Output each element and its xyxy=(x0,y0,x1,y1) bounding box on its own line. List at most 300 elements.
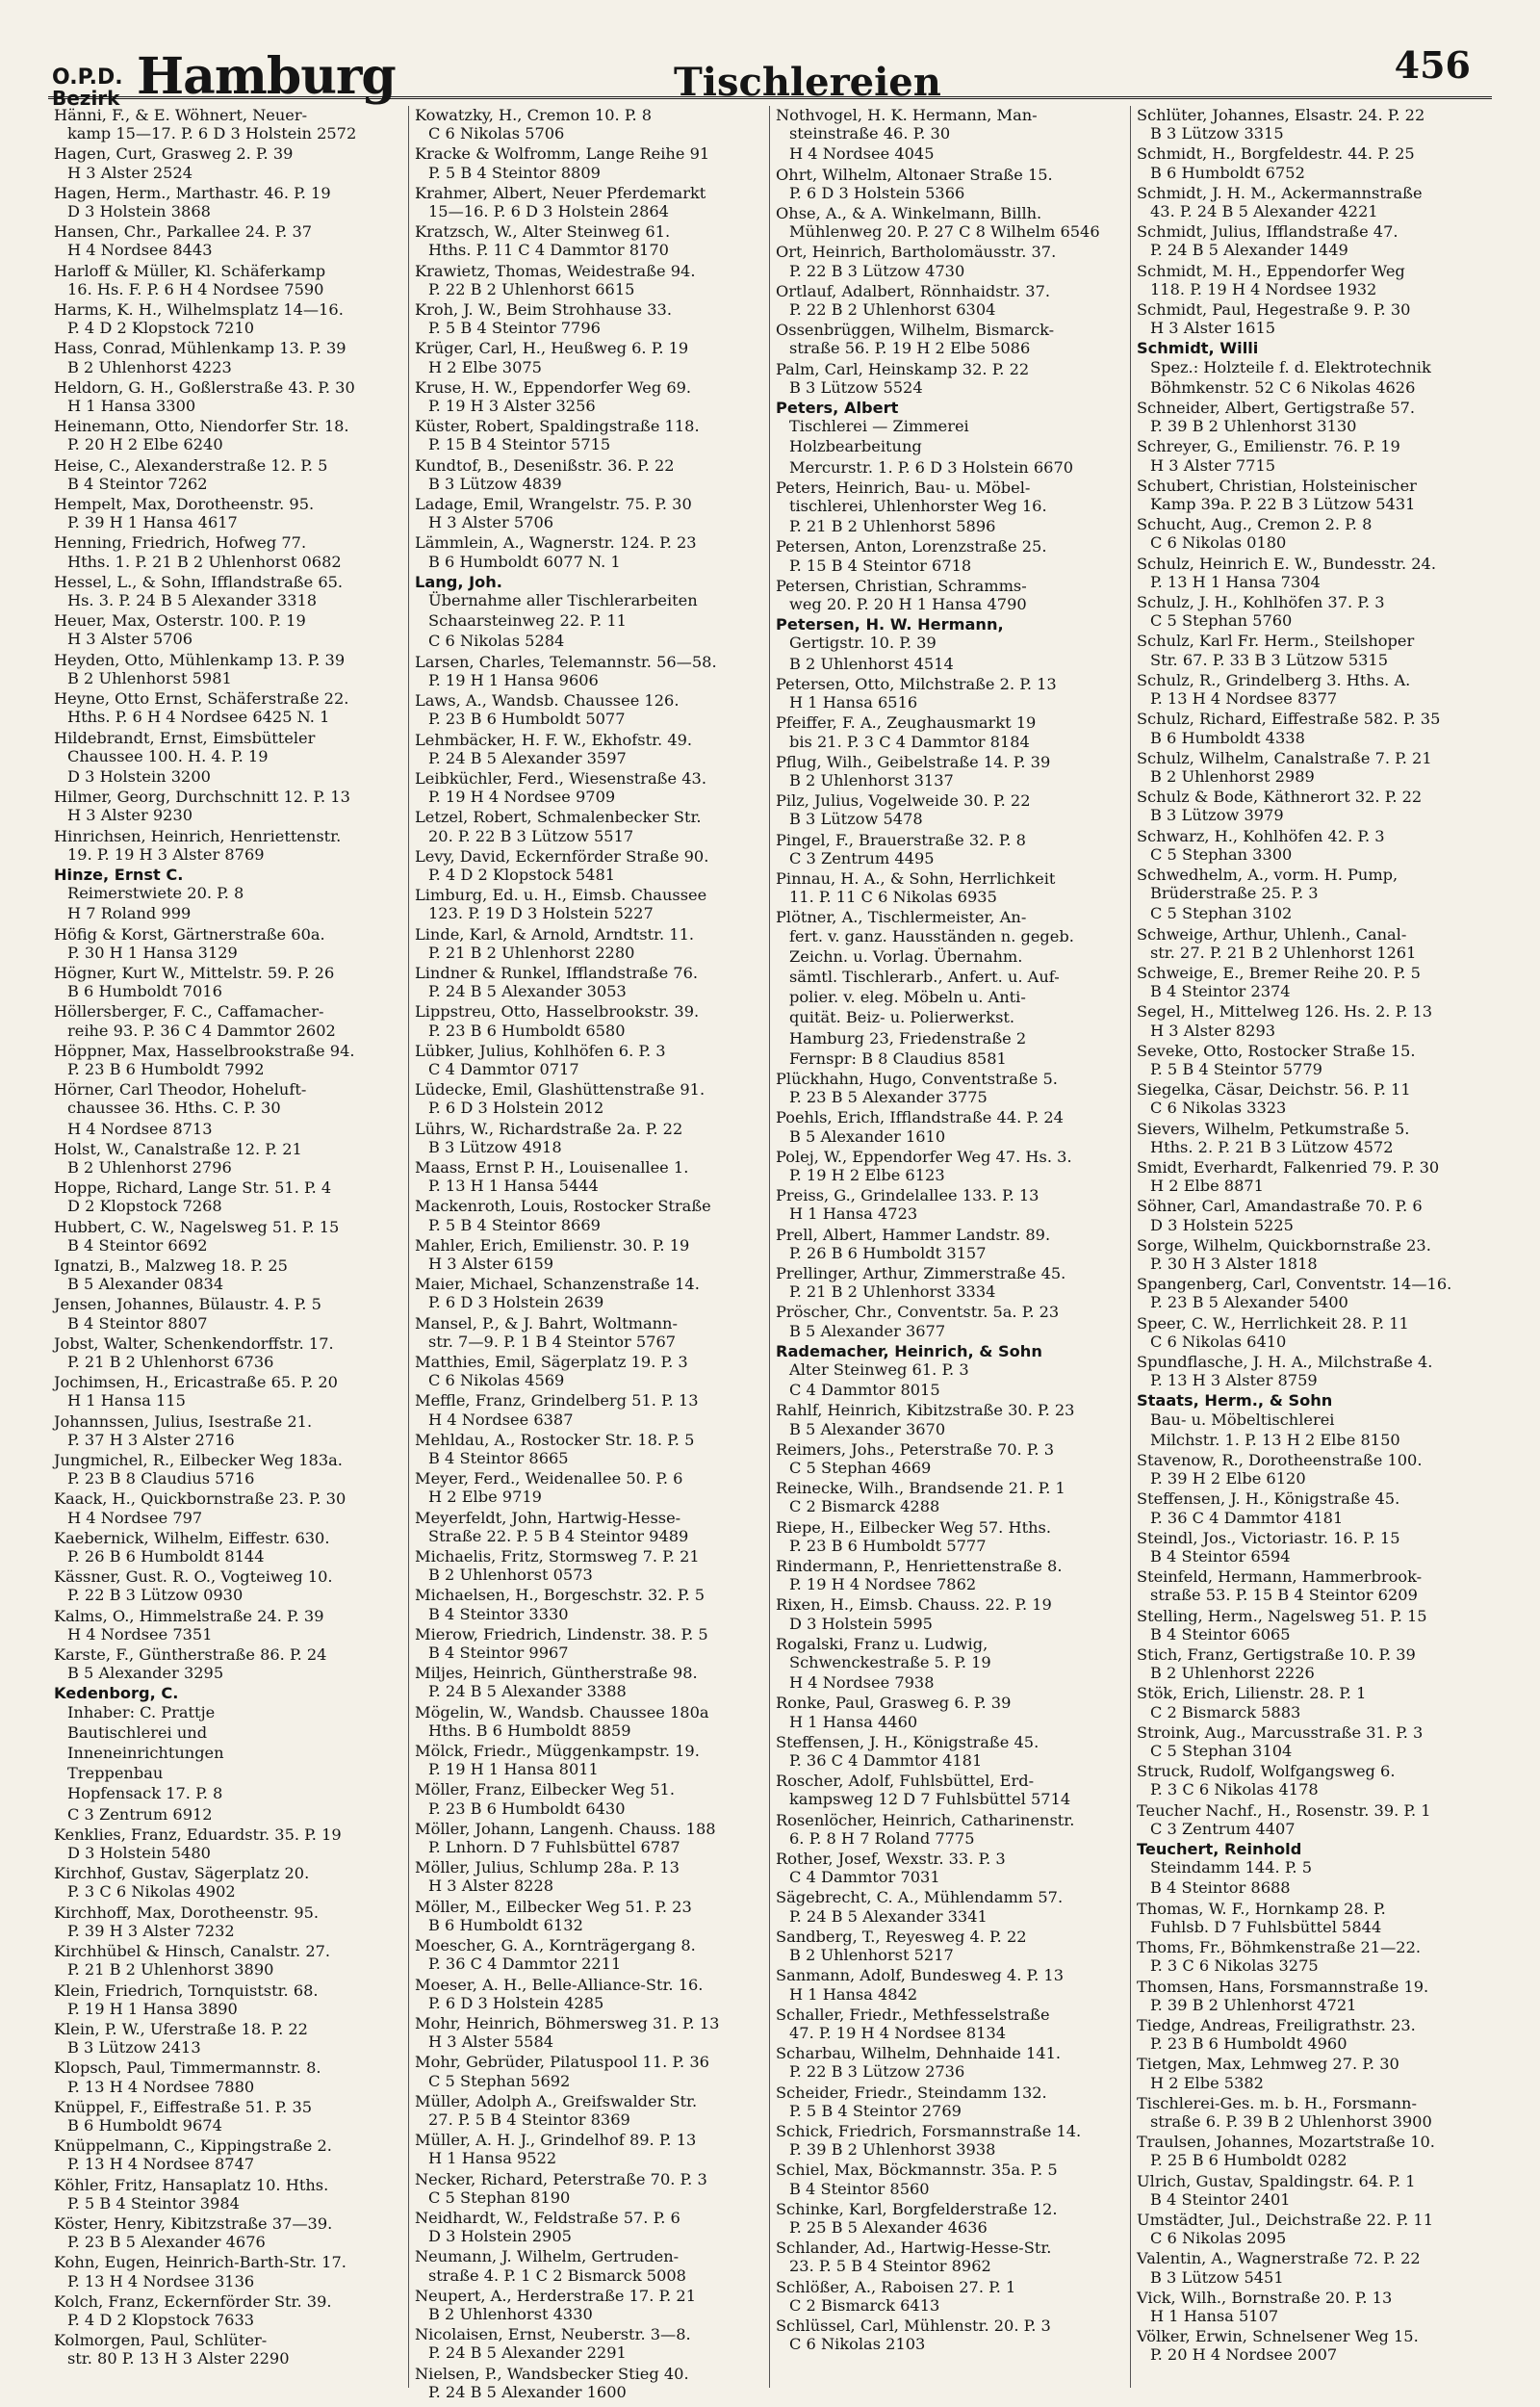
directory-entry xyxy=(54,339,402,375)
entry-name: Kroh, J. W., Beim Strohhause 33. xyxy=(415,300,672,320)
directory-entry xyxy=(415,886,763,922)
directory-entry xyxy=(415,2014,763,2051)
entry-address: Chaussee 100. H. 4. P. 19 xyxy=(67,746,269,765)
directory-entry xyxy=(54,2331,402,2368)
entry-address: Hamburg 23, Friedenstraße 2 xyxy=(789,1028,1027,1048)
entry-address: P. 26 B 6 Humboldt 8144 xyxy=(67,1547,265,1566)
entry-address: C 6 Nikolas 3323 xyxy=(1150,1099,1287,1118)
directory-entry xyxy=(54,1981,402,2018)
entry-name: Hessel, L., & Sohn, Ifflandstraße 65. xyxy=(54,572,344,591)
entry-address: P. 23 B 8 Claudius 5716 xyxy=(67,1469,255,1488)
entry-address: Hths. P. 11 C 4 Dammtor 8170 xyxy=(428,241,669,260)
entry-name: Scheider, Friedr., Steindamm 132. xyxy=(776,2083,1047,2102)
entry-address: P. 19 H 2 Elbe 6123 xyxy=(789,1165,945,1184)
entry-address: H 4 Nordsee 8713 xyxy=(67,1119,213,1138)
entry-address: B 3 Lützow 3315 xyxy=(1150,124,1284,143)
directory-entry xyxy=(776,2006,1124,2042)
entry-address: H 4 Nordsee 8443 xyxy=(67,241,213,260)
entry-name: Höllersberger, F. C., Caffamacher- xyxy=(54,1002,324,1022)
entry-name: Rother, Josef, Wexstr. 33. P. 3 xyxy=(776,1850,1006,1869)
entry-name: Jochimsen, H., Ericastraße 65. P. 20 xyxy=(54,1373,338,1392)
entry-address: Straße 22. P. 5 B 4 Steintor 9489 xyxy=(428,1526,689,1545)
directory-entry xyxy=(415,1391,763,1428)
directory-entry xyxy=(54,1764,402,1782)
entry-name: Levy, David, Eckernförder Straße 90. xyxy=(415,846,709,866)
entry-address: C 4 Dammtor 0717 xyxy=(428,1059,579,1078)
entry-address: B 5 Alexander 1610 xyxy=(789,1126,946,1146)
entry-address: Mühlenweg 20. P. 27 C 8 Wilhelm 6546 xyxy=(789,222,1100,242)
entry-address: P. 39 H 3 Alster 7232 xyxy=(67,1921,235,1940)
entry-address: H 7 Roland 999 xyxy=(67,904,192,923)
directory-entry xyxy=(1137,184,1486,220)
entry-name: Heyden, Otto, Mühlenkamp 13. P. 39 xyxy=(54,650,346,669)
entry-address: P. Lnhorn. D 7 Fuhlsbüttel 6787 xyxy=(428,1838,680,1857)
entry-address: Inhaber: C. Prattje xyxy=(67,1702,216,1721)
entry-address: P. 36 C 4 Dammtor 4181 xyxy=(1150,1508,1344,1527)
directory-entry xyxy=(776,1733,1124,1770)
entry-name: Michaelis, Fritz, Stormsweg 7. P. 21 xyxy=(415,1547,700,1566)
entry-address: P. 24 B 5 Alexander 3053 xyxy=(428,982,627,1001)
entry-name: Müller, A. H. J., Grindelhof 89. P. 13 xyxy=(415,2131,697,2150)
directory-entry xyxy=(1137,1451,1486,1488)
entry-name: Stich, Franz, Gertigstraße 10. P. 39 xyxy=(1137,1645,1416,1665)
entry-name: Steffensen, J. H., Königstraße 45. xyxy=(776,1732,1040,1751)
entry-address: Hopfensack 17. P. 8 xyxy=(67,1784,223,1803)
entry-address: C 5 Stephan 8190 xyxy=(428,2187,571,2207)
entry-address: 16. Hs. F. P. 6 H 4 Nordsee 7590 xyxy=(67,279,324,298)
directory-entry xyxy=(1137,262,1486,298)
entry-address: B 6 Humboldt 6077 N. 1 xyxy=(428,552,621,571)
directory-entry xyxy=(415,1547,763,1584)
entry-name: Henning, Friedrich, Hofweg 77. xyxy=(54,533,307,553)
entry-address: str. 7—9. P. 1 B 4 Steintor 5767 xyxy=(428,1332,677,1351)
entry-name: Spundflasche, J. H. A., Milchstraße 4. xyxy=(1137,1353,1433,1371)
entry-address: P. 23 B 5 Alexander 4676 xyxy=(67,2233,266,2252)
entry-address: straße 53. P. 15 B 4 Steintor 6209 xyxy=(1150,1586,1418,1605)
entry-name: Ort, Heinrich, Bartholomäusstr. 37. xyxy=(776,243,1057,262)
entry-name: Teucher Nachf., H., Rosenstr. 39. P. 1 xyxy=(1137,1800,1431,1820)
entry-name: Matthies, Emil, Sägerplatz 19. P. 3 xyxy=(415,1353,688,1371)
entry-address: P. 4 D 2 Klopstock 7633 xyxy=(67,2310,255,2329)
entry-name: Möller, Franz, Eilbecker Weg 51. xyxy=(415,1780,675,1799)
entry-name: Struck, Rudolf, Wolfgangsweg 6. xyxy=(1137,1762,1396,1781)
entry-address: B 3 Lützow 4839 xyxy=(428,474,562,493)
entry-name: Stavenow, R., Dorotheenstraße 100. xyxy=(1137,1451,1423,1470)
directory-entry xyxy=(776,479,1124,515)
entry-address: P. 21 B 2 Uhlenhorst 3334 xyxy=(789,1282,996,1302)
directory-entry xyxy=(54,495,402,531)
entry-address: P. 22 B 2 Uhlenhorst 6304 xyxy=(789,300,996,320)
entry-address: P. 23 B 5 Alexander 5400 xyxy=(1150,1293,1348,1312)
directory-entry xyxy=(776,2083,1124,2120)
directory-entry xyxy=(415,2092,763,2129)
entry-name: Lüdecke, Emil, Glashüttenstraße 91. xyxy=(415,1080,706,1100)
entry-name: Ohse, A., & A. Winkelmann, Billh. xyxy=(776,204,1042,223)
entry-name: Lämmlein, A., Wagnerstr. 124. P. 23 xyxy=(415,533,697,553)
entry-name: Traulsen, Johannes, Mozartstraße 10. xyxy=(1137,2133,1435,2152)
directory-entry xyxy=(1137,1158,1486,1195)
entry-name: Kohn, Eugen, Heinrich-Barth-Str. 17. xyxy=(54,2253,346,2272)
directory-entry xyxy=(776,1595,1124,1632)
entry-address: 23. P. 5 B 4 Steintor 8962 xyxy=(789,2257,991,2276)
entry-address: C 6 Nikolas 2095 xyxy=(1150,2229,1287,2248)
entry-address: 20. P. 22 B 3 Lützow 5517 xyxy=(428,826,634,845)
entry-name: Polej, W., Eppendorfer Weg 47. Hs. 3. xyxy=(776,1147,1072,1166)
entry-address: P. 25 B 5 Alexander 4636 xyxy=(789,2217,988,2237)
page-header xyxy=(48,29,1492,110)
directory-entry xyxy=(1137,964,1486,1000)
entry-address: C 5 Stephan 5760 xyxy=(1150,611,1293,631)
entry-address: C 6 Nikolas 2103 xyxy=(789,2335,926,2354)
entry-address: tischlerei, Uhlenhorster Weg 16. xyxy=(789,497,1047,516)
entry-name: Rosenlöcher, Heinrich, Catharinenstr. xyxy=(776,1810,1075,1829)
entry-address: Zeichn. u. Vorlag. Übernahm. xyxy=(789,946,1023,966)
directory-entry xyxy=(1137,555,1486,591)
directory-entry xyxy=(776,2161,1124,2197)
entry-address: H 3 Alster 8228 xyxy=(428,1876,554,1896)
entry-address: H 1 Hansa 6516 xyxy=(789,693,918,712)
directory-entry xyxy=(776,517,1124,535)
directory-entry xyxy=(415,1275,763,1311)
entry-name: Kracke & Wolfromm, Lange Reihe 91 xyxy=(415,144,710,164)
entry-name: Steinfeld, Hermann, Hammerbrook- xyxy=(1137,1567,1423,1587)
entry-name: Ohrt, Wilhelm, Altonaer Straße 15. xyxy=(776,165,1053,184)
entry-address: P. 13 H 1 Hansa 7304 xyxy=(1150,572,1321,591)
directory-entry xyxy=(1137,2172,1486,2209)
directory-entry xyxy=(1137,2289,1486,2325)
entry-name: Klein, P. W., Uferstraße 18. P. 22 xyxy=(54,2019,308,2038)
entry-address: 15—16. P. 6 D 3 Holstein 2864 xyxy=(428,202,669,221)
directory-entry xyxy=(1137,2094,1486,2131)
directory-entry xyxy=(1137,222,1486,259)
entry-address: quität. Beiz- u. Polierwerkst. xyxy=(789,1008,1015,1027)
directory-entry xyxy=(415,2247,763,2284)
entry-name: Schulz, Karl Fr. Herm., Steilshoper xyxy=(1137,632,1415,651)
directory-entry xyxy=(776,321,1124,357)
entry-name: Mölck, Friedr., Müggenkampstr. 19. xyxy=(415,1742,700,1761)
entry-address: P. 39 H 2 Elbe 6120 xyxy=(1150,1469,1306,1488)
directory-entry xyxy=(415,417,763,453)
entry-name: Steindl, Jos., Victoriastr. 16. P. 15 xyxy=(1137,1528,1400,1547)
entry-address: B 6 Humboldt 6132 xyxy=(428,1915,583,1934)
directory-entry xyxy=(776,1635,1124,1671)
entry-name: Klein, Friedrich, Tornquiststr. 68. xyxy=(54,1980,319,2000)
directory-entry xyxy=(776,1148,1124,1184)
entry-name: Mohr, Heinrich, Böhmersweg 31. P. 13 xyxy=(415,2013,720,2032)
entry-name: Schulz & Bode, Käthnerort 32. P. 22 xyxy=(1137,788,1423,807)
directory-entry xyxy=(415,769,763,806)
directory-entry xyxy=(415,2209,763,2245)
directory-entry xyxy=(1137,477,1486,513)
directory-entry xyxy=(776,360,1124,397)
directory-entry xyxy=(415,2053,763,2089)
directory-entry xyxy=(1137,300,1486,337)
entry-name: Hoppe, Richard, Lange Str. 51. P. 4 xyxy=(54,1178,332,1198)
entry-name: Stelling, Herm., Nagelsweg 51. P. 15 xyxy=(1137,1606,1427,1625)
entry-name: Rademacher, Heinrich, & Sohn xyxy=(776,1341,1042,1360)
directory-entry xyxy=(54,1529,402,1566)
entry-name: Pingel, F., Brauerstraße 32. P. 8 xyxy=(776,830,1026,849)
entry-name: Jobst, Walter, Schenkendorffstr. 17. xyxy=(54,1333,334,1353)
entry-address: 123. P. 19 D 3 Holstein 5227 xyxy=(428,904,654,923)
directory-entry xyxy=(415,456,763,493)
entry-address: straße 56. P. 19 H 2 Elbe 5086 xyxy=(789,339,1031,358)
entry-name: Möller, M., Eilbecker Weg 51. P. 23 xyxy=(415,1897,692,1916)
directory-entry xyxy=(415,1625,763,1662)
directory-entry xyxy=(54,904,402,922)
entry-address: P. 24 B 5 Alexander 2291 xyxy=(428,2343,627,2363)
directory-entry xyxy=(1137,1391,1486,1428)
directory-entry xyxy=(1137,1645,1486,1682)
entry-address: kamp 15—17. P. 6 D 3 Holstein 2572 xyxy=(67,124,357,143)
entry-name: Mansel, P., & J. Bahrt, Woltmann- xyxy=(415,1313,678,1333)
entry-name: Hagen, Curt, Grasweg 2. P. 39 xyxy=(54,144,294,164)
entry-address: P. 30 H 1 Hansa 3129 xyxy=(67,943,238,962)
directory-entry xyxy=(54,1140,402,1177)
directory-entry xyxy=(54,1825,402,1862)
entry-name: Sanmann, Adolf, Bundesweg 4. P. 13 xyxy=(776,1966,1065,1985)
entry-name: Stroink, Aug., Marcusstraße 31. P. 3 xyxy=(1137,1722,1424,1742)
entry-address: C 3 Zentrum 4407 xyxy=(1150,1819,1296,1838)
directory-entry xyxy=(415,1158,763,1195)
directory-entry xyxy=(776,1264,1124,1301)
entry-address: H 4 Nordsee 797 xyxy=(67,1508,203,1527)
entry-name: Mögelin, W., Wandsb. Chaussee 180a xyxy=(415,1702,709,1721)
directory-entry xyxy=(1137,1275,1486,1311)
directory-entry xyxy=(54,1412,402,1449)
directory-entry xyxy=(1137,515,1486,552)
entry-address: P. 6 D 3 Holstein 4285 xyxy=(428,1993,604,2012)
entry-name: Hinrichsen, Heinrich, Henriettenstr. xyxy=(54,826,342,845)
directory-entry xyxy=(776,1381,1124,1399)
entry-name: Kedenborg, C. xyxy=(54,1684,179,1703)
entry-name: Thomas, W. F., Hornkamp 28. P. xyxy=(1137,1899,1386,1918)
entry-address: D 3 Holstein 3868 xyxy=(67,202,211,221)
entry-name: Peters, Heinrich, Bau- u. Möbel- xyxy=(776,478,1031,497)
directory-entry xyxy=(776,1108,1124,1145)
entry-address: P. 22 B 3 Lützow 0930 xyxy=(67,1586,244,1605)
entry-address: 11. P. 11 C 6 Nikolas 6935 xyxy=(789,888,997,907)
entry-address: str. 80 P. 13 H 3 Alster 2290 xyxy=(67,2349,290,2368)
entry-address: P. 39 B 2 Uhlenhorst 3938 xyxy=(789,2140,996,2160)
directory-entry xyxy=(54,222,402,259)
directory-entry xyxy=(415,2131,763,2167)
directory-entry xyxy=(1137,1120,1486,1156)
entry-address: 27. P. 5 B 4 Steintor 8369 xyxy=(428,2109,630,2129)
directory-entry xyxy=(776,988,1124,1006)
entry-address: H 1 Hansa 4842 xyxy=(789,1984,918,2004)
directory-entry xyxy=(54,1120,402,1138)
entry-address: C 2 Bismarck 4288 xyxy=(789,1497,940,1516)
opd-label: O.P.D. xyxy=(52,65,123,90)
entry-address: C 6 Nikolas 5706 xyxy=(428,124,565,143)
directory-entry xyxy=(1137,1938,1486,1975)
entry-name: Schucht, Aug., Cremon 2. P. 8 xyxy=(1137,515,1373,534)
entry-address: Bau- u. Möbeltischlerei xyxy=(1150,1410,1335,1429)
entry-name: Kirchhoff, Max, Dorotheenstr. 95. xyxy=(54,1902,320,1922)
directory-entry xyxy=(776,577,1124,613)
entry-address: B 3 Lützow 4918 xyxy=(428,1137,562,1156)
directory-entry xyxy=(54,2292,402,2329)
entry-name: Köster, Henry, Kibitzstraße 37—39. xyxy=(54,2213,333,2233)
entry-address: Fernspr: B 8 Claudius 8581 xyxy=(789,1048,1007,1068)
entry-name: Miljes, Heinrich, Güntherstraße 98. xyxy=(415,1664,698,1683)
entry-name: Reimers, Johs., Peterstraße 70. P. 3 xyxy=(776,1439,1055,1459)
entry-address: B 6 Humboldt 9674 xyxy=(67,2115,222,2135)
entry-name: Hempelt, Max, Dorotheenstr. 95. xyxy=(54,495,315,514)
entry-name: Limburg, Ed. u. H., Eimsb. Chaussee xyxy=(415,886,707,905)
entry-address: Treppenbau xyxy=(67,1764,164,1783)
entry-name: Schulz, Wilhelm, Canalstraße 7. P. 21 xyxy=(1137,748,1432,767)
entry-address: P. 5 B 4 Steintor 2769 xyxy=(789,2101,962,2120)
directory-entry xyxy=(54,2214,402,2251)
entry-name: Maass, Ernst P. H., Louisenallee 1. xyxy=(415,1157,689,1177)
entry-address: Spez.: Holzteile f. d. Elektrotechnik xyxy=(1150,357,1431,376)
directory-entry xyxy=(1137,749,1486,786)
entry-name: Völker, Erwin, Schnelsener Weg 15. xyxy=(1137,2327,1419,2346)
entry-address: sämtl. Tischlerarb., Anfert. u. Auf- xyxy=(789,967,1060,986)
directory-entry xyxy=(415,1431,763,1467)
directory-entry xyxy=(1137,437,1486,474)
entry-name: Schweige, Arthur, Uhlenh., Canal- xyxy=(1137,924,1407,944)
entry-name: Rindermann, P., Henriettenstraße 8. xyxy=(776,1557,1063,1576)
directory-entry xyxy=(415,1780,763,1817)
directory-entry xyxy=(54,1607,402,1643)
entry-address: H 2 Elbe 5382 xyxy=(1150,2073,1264,2092)
entry-name: Neidhardt, W., Feldstraße 57. P. 6 xyxy=(415,2208,680,2227)
entry-address: Inneneinrichtungen xyxy=(67,1744,224,1763)
directory-entry xyxy=(1137,2327,1486,2364)
entry-address: H 1 Hansa 115 xyxy=(67,1391,186,1411)
directory-entry xyxy=(1137,2016,1486,2053)
entry-address: Hs. 3. P. 24 B 5 Alexander 3318 xyxy=(67,591,318,610)
entry-name: Schick, Friedrich, Forsmannstraße 14. xyxy=(776,2121,1082,2140)
entry-address: B 2 Uhlenhorst 2226 xyxy=(1150,1664,1315,1683)
entry-name: Hildebrandt, Ernst, Eimsbütteler xyxy=(54,728,316,747)
entry-address: P. 23 B 6 Humboldt 7992 xyxy=(67,1059,265,1078)
directory-entry xyxy=(54,144,402,181)
directory-entry xyxy=(776,908,1124,945)
entry-address: H 1 Hansa 5107 xyxy=(1150,2306,1279,2325)
directory-entry xyxy=(776,1186,1124,1223)
directory-entry xyxy=(415,222,763,259)
entry-address: Schaarsteinweg 22. P. 11 xyxy=(428,611,627,631)
entry-address: B 2 Uhlenhorst 5981 xyxy=(67,668,232,687)
entry-address: B 4 Steintor 8807 xyxy=(67,1313,208,1333)
entry-address: P. 13 H 4 Nordsee 7880 xyxy=(67,2077,255,2096)
entry-address: Bautischlerei und xyxy=(67,1722,208,1742)
directory-entry xyxy=(415,2325,763,2362)
entry-address: C 6 Nikolas 6410 xyxy=(1150,1332,1287,1351)
entry-address: D 3 Holstein 5480 xyxy=(67,1844,211,1863)
entry-name: Larsen, Charles, Telemannstr. 56—58. xyxy=(415,652,717,671)
entry-name: Heuer, Max, Osterstr. 100. P. 19 xyxy=(54,611,306,631)
directory-entry xyxy=(1137,1080,1486,1117)
directory-entry xyxy=(1137,1042,1486,1078)
directory-entry xyxy=(54,1864,402,1901)
entry-address: Übernahme aller Tischlerarbeiten xyxy=(428,591,698,610)
directory-entry xyxy=(54,378,402,415)
directory-entry xyxy=(415,691,763,728)
entry-name: Schweige, E., Bremer Reihe 20. P. 5 xyxy=(1137,963,1421,982)
entry-address: P. 23 B 6 Humboldt 4960 xyxy=(1150,2034,1348,2054)
entry-address: steinstraße 46. P. 30 xyxy=(789,124,951,143)
entry-address: Hths. B 6 Humboldt 8859 xyxy=(428,1721,631,1740)
entry-name: Schubert, Christian, Holsteinischer xyxy=(1137,476,1417,495)
entry-address: kampsweg 12 D 7 Fuhlsbüttel 5714 xyxy=(789,1790,1071,1809)
entry-name: Johannssen, Julius, Isestraße 21. xyxy=(54,1411,313,1431)
entry-name: Thomsen, Hans, Forsmannstraße 19. xyxy=(1137,1977,1429,1996)
entry-name: Rogalski, Franz u. Ludwig, xyxy=(776,1634,988,1653)
directory-entry xyxy=(1137,1314,1486,1351)
entry-name: Spangenberg, Carl, Conventstr. 14—16. xyxy=(1137,1275,1452,1294)
entry-name: Pilz, Julius, Vogelweide 30. P. 22 xyxy=(776,791,1031,811)
directory-entry xyxy=(54,651,402,687)
entry-address: B 2 Uhlenhorst 4223 xyxy=(67,357,232,376)
entry-name: Rahlf, Heinrich, Kibitzstraße 30. P. 23 xyxy=(776,1401,1075,1420)
entry-address: B 4 Steintor 2401 xyxy=(1150,2189,1291,2209)
entry-name: Schinke, Karl, Borgfelderstraße 12. xyxy=(776,2199,1058,2218)
entry-address: P. 39 B 2 Uhlenhorst 4721 xyxy=(1150,1995,1357,2014)
entry-name: Palm, Carl, Heinskamp 32. P. 22 xyxy=(776,359,1030,378)
directory-entry xyxy=(415,925,763,962)
directory-entry xyxy=(415,262,763,298)
entry-address: P. 19 H 1 Hansa 3890 xyxy=(67,1999,238,2018)
entry-address: P. 13 H 1 Hansa 5444 xyxy=(428,1177,599,1196)
entry-name: Kirchhübel & Hinsch, Canalstr. 27. xyxy=(54,1942,331,1961)
entry-name: Seveke, Otto, Rostocker Straße 15. xyxy=(1137,1041,1416,1060)
directory-entry xyxy=(415,1469,763,1506)
entry-name: Kirchhof, Gustav, Sägerplatz 20. xyxy=(54,1864,310,1883)
entry-address: P. 6 D 3 Holstein 2639 xyxy=(428,1293,604,1312)
directory-entry xyxy=(1137,1900,1486,1936)
directory-entry xyxy=(1137,144,1486,181)
directory-entry xyxy=(1137,1353,1486,1389)
entry-address: P. 3 C 6 Nikolas 4902 xyxy=(67,1882,236,1902)
directory-entry xyxy=(54,827,402,864)
directory-entry xyxy=(415,2365,763,2401)
directory-entry xyxy=(1137,2133,1486,2169)
directory-entry xyxy=(415,1976,763,2012)
directory-entry xyxy=(1137,1723,1486,1760)
entry-address: H 2 Elbe 9719 xyxy=(428,1488,542,1507)
directory-entry xyxy=(776,1303,1124,1339)
entry-address: P. 37 H 3 Alster 2716 xyxy=(67,1430,235,1449)
entry-name: Schlüssel, Carl, Mühlenstr. 20. P. 3 xyxy=(776,2316,1051,2335)
entry-name: Rixen, H., Eimsb. Chauss. 22. P. 19 xyxy=(776,1595,1052,1615)
entry-name: Heise, C., Alexanderstraße 12. P. 5 xyxy=(54,455,328,475)
directory-entry xyxy=(415,1586,763,1622)
entry-address: B 3 Lützow 2413 xyxy=(67,2038,201,2058)
directory-entry xyxy=(776,1342,1124,1379)
entry-name: Heldorn, G. H., Goßlerstraße 43. P. 30 xyxy=(54,377,355,397)
directory-entry xyxy=(415,339,763,375)
directory-entry xyxy=(776,713,1124,750)
directory-entry xyxy=(1137,671,1486,708)
directory-entry xyxy=(415,573,763,609)
directory-entry xyxy=(776,437,1124,455)
entry-name: Knüppelmann, C., Kippingstraße 2. xyxy=(54,2136,332,2156)
entry-address: P. 23 B 6 Humboldt 6430 xyxy=(428,1799,626,1818)
directory-entry xyxy=(54,767,402,786)
entry-address: B 3 Lützow 5478 xyxy=(789,810,923,829)
directory-entry xyxy=(776,753,1124,789)
entry-address: Hths. 2. P. 21 B 3 Lützow 4572 xyxy=(1150,1137,1394,1156)
entry-name: Karste, F., Güntherstraße 86. P. 24 xyxy=(54,1645,327,1665)
entry-address: P. 5 B 4 Steintor 7796 xyxy=(428,319,601,338)
entry-address: D 3 Holstein 5225 xyxy=(1150,1215,1294,1234)
entry-name: Harms, K. H., Wilhelmsplatz 14—16. xyxy=(54,300,344,320)
